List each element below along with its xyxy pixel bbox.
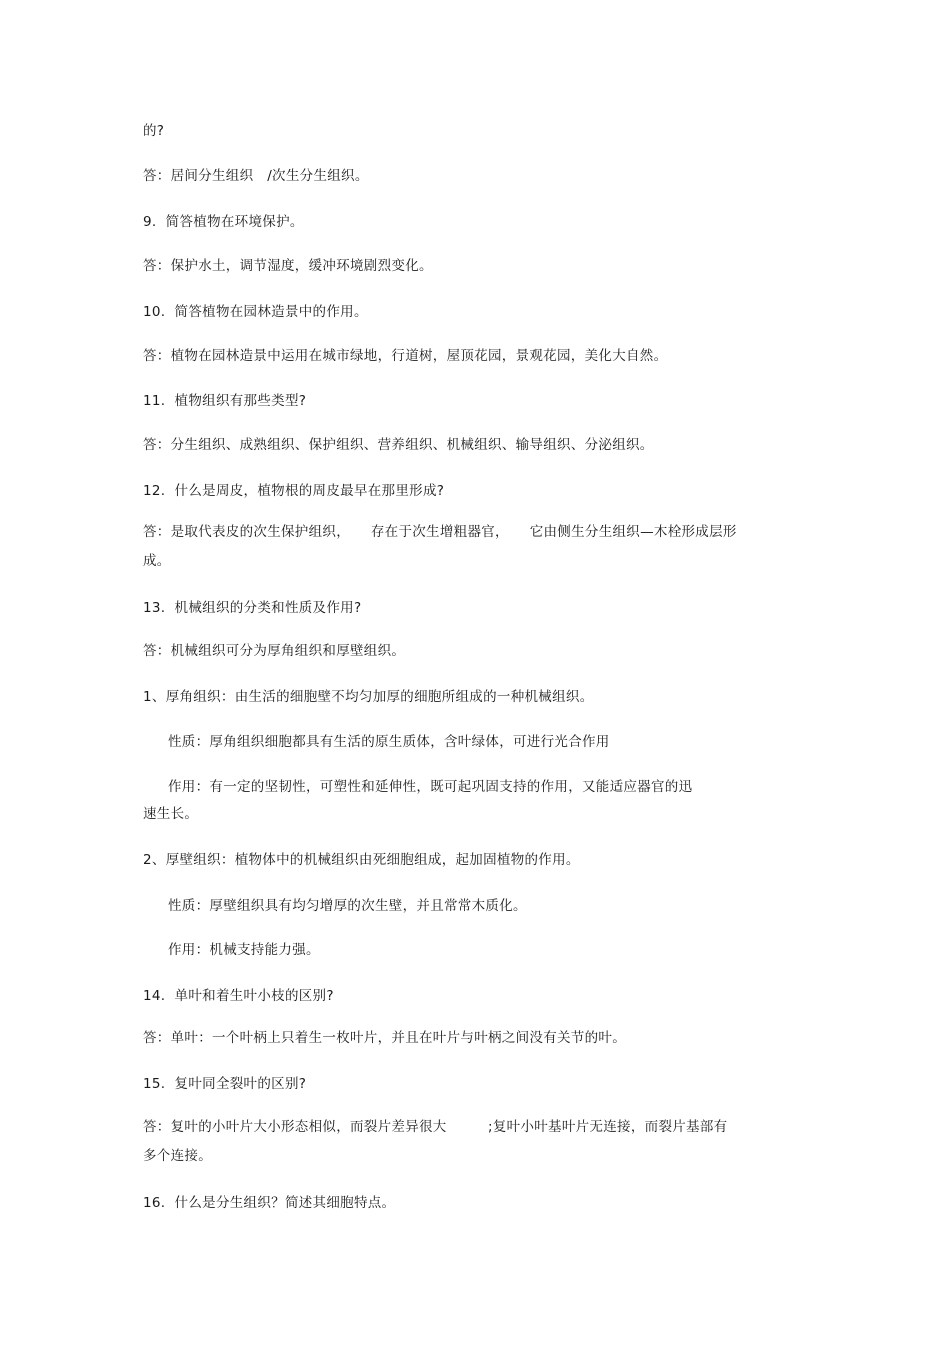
answer-line-15-cont: 多个连接。 [143,1148,212,1164]
function-line-2: 作用：机械支持能力强。 [168,942,320,958]
question-line-12: 12. 什么是周皮，植物根的周皮最早在那里形成? [143,483,445,499]
text-line-q8-tail: 的? [143,123,165,139]
answer-line-15: 答：复叶的小叶片大小形态相似，而裂片差异很大 ;复叶小叶基叶片无连接，而裂片基部有 [143,1119,728,1135]
function-line-1-cont: 速生长。 [143,806,199,822]
list-item-2: 2、厚壁组织：植物体中的机械组织由死细胞组成，起加固植物的作用。 [143,852,580,868]
answer-line-9: 答：保护水土，调节湿度，缓冲环境剧烈变化。 [143,258,433,274]
answer-line-12-cont: 成。 [143,553,171,569]
property-line-2: 性质：厚壁组织具有均匀增厚的次生壁，并且常常木质化。 [168,898,527,914]
question-line-14: 14. 单叶和着生叶小枝的区别? [143,988,334,1004]
answer-line-13: 答：机械组织可分为厚角组织和厚壁组织。 [143,643,406,659]
question-line-15: 15. 复叶同全裂叶的区别? [143,1076,307,1092]
answer-line-11: 答：分生组织、成熟组织、保护组织、营养组织、机械组织、输导组织、分泌组织。 [143,437,654,453]
answer-line-8: 答：居间分生组织 /次生分生组织。 [143,168,369,184]
list-item-1: 1、厚角组织：由生活的细胞壁不均匀加厚的细胞所组成的一种机械组织。 [143,689,594,705]
question-line-11: 11. 植物组织有那些类型? [143,393,307,409]
question-line-9: 9. 简答植物在环境保护。 [143,214,304,230]
question-line-16: 16. 什么是分生组织？简述其细胞特点。 [143,1195,396,1211]
question-line-13: 13. 机械组织的分类和性质及作用? [143,600,362,616]
property-line-1: 性质：厚角组织细胞都具有生活的原生质体，含叶绿体，可进行光合作用 [168,734,610,750]
answer-line-14: 答：单叶：一个叶柄上只着生一枚叶片，并且在叶片与叶柄之间没有关节的叶。 [143,1030,626,1046]
function-line-1: 作用：有一定的坚韧性，可塑性和延伸性，既可起巩固支持的作用，又能适应器官的迅 [168,779,693,795]
answer-line-10: 答：植物在园林造景中运用在城市绿地，行道树，屋顶花园，景观花园，美化大自然。 [143,348,668,364]
question-line-10: 10. 简答植物在园林造景中的作用。 [143,304,368,320]
answer-line-12: 答：是取代表皮的次生保护组织， 存在于次生增粗器官， 它由侧生分生组织—木栓形成层形 [143,524,737,540]
